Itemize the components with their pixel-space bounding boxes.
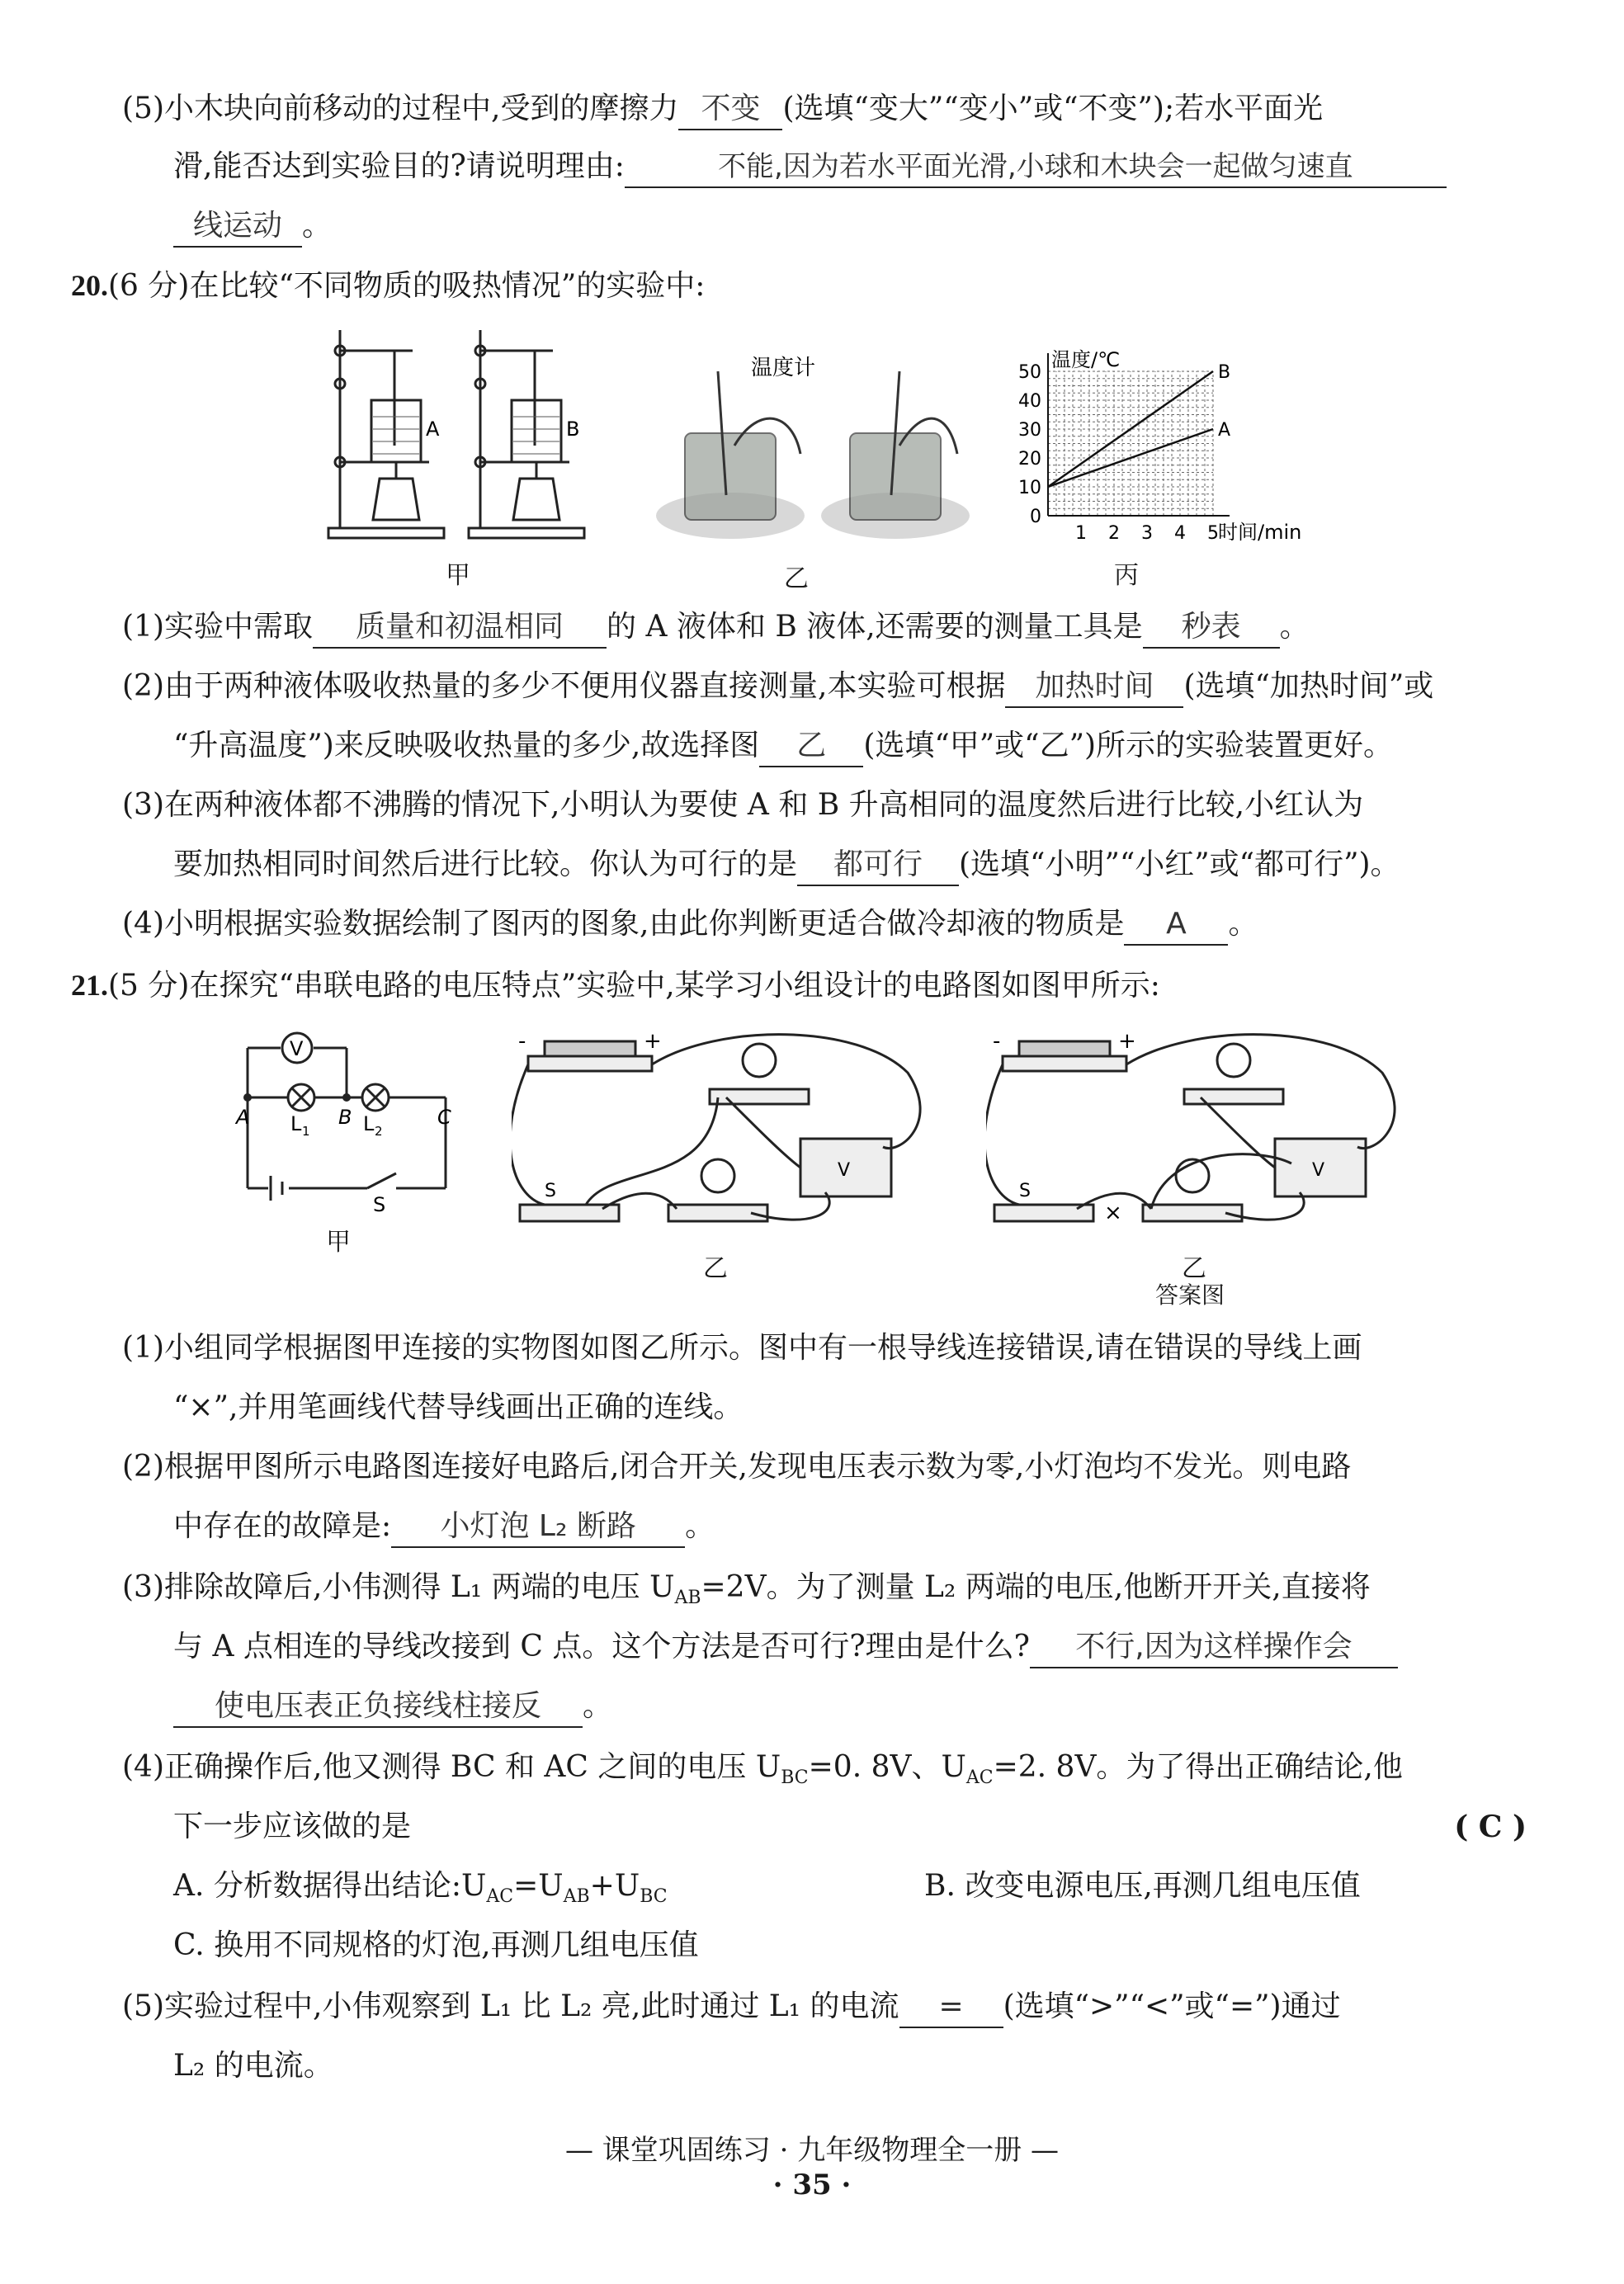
switch-s-3: S [1019,1181,1031,1201]
thermometer-label: 温度计 [751,356,816,380]
text: 。 [685,1509,715,1543]
switch-s: S [373,1193,386,1213]
circuit-diagram [231,1023,470,1213]
battery-plus-2: + [1118,1029,1136,1054]
battery-minus: - [518,1029,526,1054]
q21-p5-line1 [122,1987,1341,2028]
answer-blank: 使电压表正负接线柱接反 [173,1687,583,1728]
y-axis-label: 温度/℃ [1051,348,1121,371]
text: 滑,能否达到实验目的?请说明理由: [173,149,625,183]
q21-p4-line2 [173,1807,1527,1847]
answer-blank: 乙 [759,726,863,767]
footer-title: — 课堂巩固练习 · 九年级物理全一册 — [564,2134,1060,2167]
lamp-l1-sub: 1 [302,1124,310,1139]
text: 。 [1279,610,1310,644]
y-tick-label: 50 [1018,362,1041,383]
answer-blank: 秒表 [1143,607,1280,649]
answer-blank: 都可行 [797,845,959,886]
text: (选填“变大”“变小”或“不变”);若水平面光 [782,92,1324,125]
question-stem: (6 分)在比较“不同物质的吸热情况”的实验中: [108,269,706,303]
y-tick-label: 10 [1018,478,1041,498]
battery-minus-2: - [993,1029,1001,1054]
caption-bing: 丙 [1114,561,1139,590]
answer-blank: 加热时间 [1005,667,1183,708]
answer-blank: 小灯泡 L₂ 断路 [391,1507,685,1548]
text: “升高温度”)来反映吸收热量的多少,故选择图 [173,729,760,762]
x-axis-label: 时间/min [1218,521,1302,544]
text: 。 [583,1689,613,1723]
q20-p4 [122,904,1258,946]
label-a: A [426,418,440,441]
q20-p2 [122,667,1433,708]
switch-s-2: S [545,1181,556,1201]
point-a: A [236,1106,250,1129]
q21-p5-line2: L₂ 的电流。 [173,2049,333,2083]
wiring-figure [512,1023,949,1246]
lamp-l2-sub: 2 [375,1124,383,1139]
answer-blank: 不能,因为若水平面光滑,小球和木块会一起做匀速直 [625,147,1447,188]
voltmeter-v: V [290,1037,304,1060]
q21-p3-line3 [173,1687,612,1728]
text: (选填“加热时间”或 [1183,669,1434,703]
battery-plus: + [644,1029,662,1054]
answer-wiring-figure [986,1023,1423,1246]
y-tick-label: 20 [1018,449,1041,470]
meter-v: V [838,1160,851,1181]
text: (2)由于两种液体吸收热量的多少不便用仪器直接测量,本实验可根据 [122,669,1006,703]
x-tick-label: 5 [1207,523,1219,544]
lamp-l2: L [363,1112,375,1135]
q20-p3-line2 [173,845,1400,886]
series-label-b: B [1218,362,1231,383]
caption-yi-answer: 乙 [1182,1254,1206,1283]
answer-blank: 线运动 [173,206,302,248]
answer-blank: 质量和初温相同 [313,607,607,649]
x-tick-label: 4 [1174,523,1186,544]
q19-5-line3 [173,206,332,248]
text: 与 A 点相连的导线改接到 C 点。这个方法是否可行?理由是什么? [173,1630,1030,1663]
q21-p1-line2: “×”,并用笔画线代替导线画出正确的连线。 [173,1390,744,1424]
y-tick-label: 40 [1018,391,1041,412]
error-cross-mark: × [1104,1201,1122,1225]
text: 中存在的故障是: [173,1509,392,1543]
x-tick-label: 2 [1108,523,1120,544]
caption-answer: 答案图 [1155,1281,1225,1309]
q20-intro [71,266,705,306]
q21-intro [71,965,1160,1006]
q20-p2b [173,726,1393,767]
q21-p3-line1: (3)排除故障后,小伟测得 L₁ 两端的电压 $U_{AB}=2V$。为了测量 L₂ 两端的电压,他断开开关,直接将 [122,1570,1371,1609]
y-tick-label: 30 [1018,420,1041,441]
q21-p1-line1: (1)小组同学根据图甲连接的实物图如图乙所示。图中有一根导线连接错误,请在错误的导线上画 [122,1331,1362,1365]
label-b: B [566,418,580,441]
caption-yi-21: 乙 [703,1254,728,1283]
q21-p2-line1: (2)根据甲图所示电路图连接好电路后,闭合开关,发现电压表示数为零,小灯泡均不发光。则电路 [122,1450,1352,1484]
series-label-a: A [1218,420,1231,441]
text: 要加热相同时间然后进行比较。你认为可行的是 [173,847,798,881]
page-number: · 35 · [772,2168,852,2201]
text: (5)小木块向前移动的过程中,受到的摩擦力 [122,92,679,125]
answer-blank: 不变 [678,89,782,130]
lamp-l1: L [290,1112,302,1135]
text: (4)小明根据实验数据绘制了图丙的图象,由此你判断更适合做冷却液的物质是 [122,907,1125,941]
option-b: B. 改变电源电压,再测几组电压值 [924,1869,1361,1903]
x-tick-label: 3 [1141,523,1153,544]
answer-choice: ( C ) [1454,1810,1527,1844]
caption-yi: 乙 [784,564,809,593]
question-number: 20. [71,269,108,302]
text: (选填“小明”“小红”或“都可行”)。 [959,847,1400,881]
q21-p2-line2 [173,1507,715,1548]
text: (选填“>”“<”或“=”)通过 [1003,1989,1341,2023]
question-number: 21. [71,969,108,1002]
text: 。 [1228,907,1258,941]
meter-v-2: V [1312,1160,1325,1181]
answer-blank: A [1124,904,1228,946]
q21-p3-line2 [173,1627,1398,1668]
heating-apparatus-figure [322,322,594,561]
option-c: C. 换用不同规格的灯泡,再测几组电压值 [173,1928,699,1962]
text: (5)实验过程中,小伟观察到 L₁ 比 L₂ 亮,此时通过 L₁ 的电流 [122,1989,899,2023]
q21-p4-line1: (4)正确操作后,他又测得 BC 和 AC 之间的电压 $U_{BC}=0$. 8V、$U_{AC}=2$. 8V。为了得出正确结论,他 [122,1750,1403,1789]
text: 。 [302,209,333,243]
point-c: C [437,1106,451,1129]
beaker-figure [652,355,974,553]
q20-p3-line1: (3)在两种液体都不沸腾的情况下,小明认为要使 A 和 B 升高相同的温度然后进行比较,小红认为 [122,788,1364,822]
temperature-time-chart [998,334,1345,557]
caption-jia: 甲 [446,561,470,590]
q19-5-line2 [173,147,1447,188]
q19-5-line1 [122,89,1323,130]
text: 下一步应该做的是 [173,1810,412,1843]
answer-blank: = [899,1987,1003,2028]
text: (选填“甲”或“乙”)所示的实验装置更好。 [863,729,1394,762]
question-stem: (5 分)在探究“串联电路的电压特点”实验中,某学习小组设计的电路图如图甲所示: [108,969,1160,1003]
text: (1)实验中需取 [122,610,313,644]
text: 的 A 液体和 B 液体,还需要的测量工具是 [607,610,1143,644]
caption-jia-21: 甲 [326,1228,351,1257]
q20-p1 [122,607,1310,649]
point-b: B [338,1106,352,1129]
y-tick-label: 0 [1030,507,1041,527]
x-tick-label: 1 [1075,523,1087,544]
option-a: A. 分析数据得出结论$:U_{AC}=U_{AB}+U_{BC}$ [173,1869,668,1908]
answer-blank: 不行,因为这样操作会 [1030,1627,1398,1668]
